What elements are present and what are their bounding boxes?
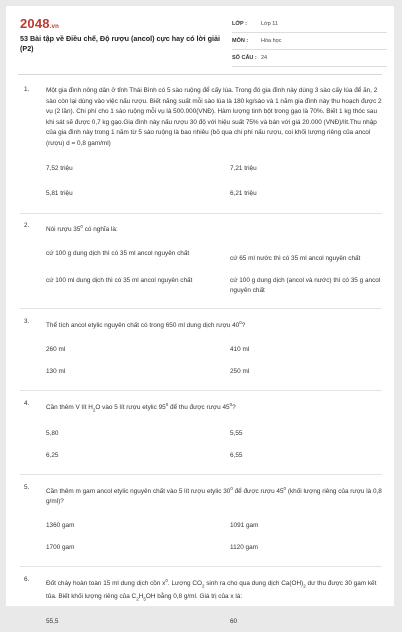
question-number: 1. [24, 86, 30, 93]
option-a[interactable]: 1360 gam [46, 521, 75, 529]
option-d[interactable]: 6,21 triệu [230, 189, 257, 197]
page-header [6, 6, 394, 74]
option-a[interactable]: 7,52 triệu [46, 165, 73, 172]
question-5 [20, 475, 382, 562]
option-b[interactable]: 5,55 [230, 429, 243, 437]
question-number: 5. [24, 483, 30, 491]
header-divider [18, 74, 382, 75]
page-title: 53 Bài tập về Điều chế, Độ rượu (ancol) cực hay có lời giải (P2) [20, 34, 220, 53]
option-d[interactable]: 250 ml [230, 368, 250, 376]
meta-row-subject [232, 33, 387, 50]
option-grid [46, 244, 382, 301]
question-text: Nói rượu $35^0$ có nghĩa là: [46, 224, 118, 234]
question-number: 4. [24, 399, 30, 407]
option-b[interactable]: 7,21 triệu [230, 165, 257, 172]
question-text: Một gia đình nông dân ở tỉnh Thái Bình có 5 sào ruộng để cấy lúa. Trong đó gia đình này dùng 3 sào cấy lúa để ăn, 2 sào còn lại dùng vào việc nấu rượu. Biết năng suất mỗi sào lúa là 180 kg/sào và 1 năm gia đình này thu hoạch được 2 vụ (2 lần). Chi phí cho 1 sào ruộng mỗi vụ là 500.000(VNĐ). Hàm lượng tinh bột trong gạo là 70%. Biết 1 kg thóc sau khi sát sẽ được 0,7 kg gạo.Gia đình này nấu rượu 30 độ với hiệu suất 75% và bán với giá 20.000 (VNĐ)/lít.Thu nhập của gia đình này trong 1 năm từ 5 sào ruộng là bao nhiêu (bỏ qua chi phí nấu rượu, coi khối lượng riêng của ancol (rượu) d = 0,8 gam/ml) [46, 87, 382, 147]
option-a[interactable]: 55,5 [46, 618, 59, 626]
meta-info [232, 16, 387, 67]
option-b[interactable]: 1091 gam [230, 521, 259, 529]
option-c[interactable]: 1700 gam [46, 544, 75, 552]
site-logo[interactable]: 2048.vn [20, 16, 60, 31]
option-a[interactable]: 5,80 [46, 429, 59, 437]
question-text: Đốt cháy hoàn toàn 15 ml dung dịch cồn $x^0$. Lượng $CO_2$ sinh ra cho qua dung dịch $Ca(OH)_2$ dư thu được 30 gam kết tủa. Biết khối lượng riêng của $C_2H_5OH$ bằng 0,8 g/ml. Giá trị của x là: [46, 577, 377, 601]
meta-key: MÔN : [232, 38, 249, 44]
option-grid [46, 340, 382, 382]
question-3 [20, 309, 382, 386]
option-b[interactable]: 60 [230, 618, 238, 626]
option-c[interactable]: cứ 100 ml dung dịch thì có 35 ml ancol nguyên chất [46, 277, 193, 285]
option-d[interactable]: 6,55 [230, 452, 243, 460]
option-grid [46, 612, 382, 632]
option-grid [46, 424, 382, 466]
meta-value: 24 [261, 55, 268, 61]
meta-row-class [232, 16, 387, 33]
question-text: Cần thêm m gam ancol etylic nguyên chất vào 5 lít rượu etylic $30^0$ để được rượu $45^0$ (khối lượng riêng của rượu là 0,8 g/ml)? [46, 485, 382, 506]
option-c[interactable]: 5,81 triệu [46, 189, 73, 197]
option-b[interactable]: cứ 65 ml nước thì có 35 ml ancol nguyên chất [230, 254, 361, 262]
question-number: 2. [24, 222, 30, 229]
option-c[interactable]: 130 ml [46, 368, 66, 376]
option-grid [46, 159, 382, 203]
question-text: Cần thêm V lít $H_2O$ vào 5 lít rượu etylic $95^0$ để thu được rượu $45^0$? [46, 401, 236, 413]
meta-value: Lớp 11 [261, 21, 278, 27]
option-d[interactable]: cứ 100 g dung dịch (ancol và nước) thì có 35 g ancol nguyên chất [230, 277, 381, 294]
meta-row-count [232, 50, 387, 67]
option-grid [46, 516, 382, 558]
option-a[interactable]: cứ 100 g dung dịch thì có 35 ml ancol nguyên chất [46, 249, 190, 257]
question-2 [20, 214, 382, 304]
option-d[interactable]: 1120 gam [230, 544, 258, 552]
option-a[interactable]: 260 ml [46, 345, 66, 353]
question-4 [20, 391, 382, 470]
meta-value: Hóa học [261, 38, 282, 44]
question-number: 3. [24, 318, 30, 326]
option-c[interactable]: 6,25 [46, 452, 59, 460]
question-number: 6. [24, 575, 30, 583]
question-1 [20, 86, 382, 209]
meta-key: SỐ CÂU : [232, 55, 257, 61]
option-b[interactable]: 410 ml [230, 345, 250, 353]
document-page [6, 6, 394, 626]
question-list [20, 86, 382, 632]
meta-key: LỚP : [232, 21, 247, 27]
question-text: Thể tích ancol etylic nguyên chất có trong 650 ml dung dịch rượu $40^0$? [46, 320, 246, 330]
question-6 [20, 567, 382, 632]
